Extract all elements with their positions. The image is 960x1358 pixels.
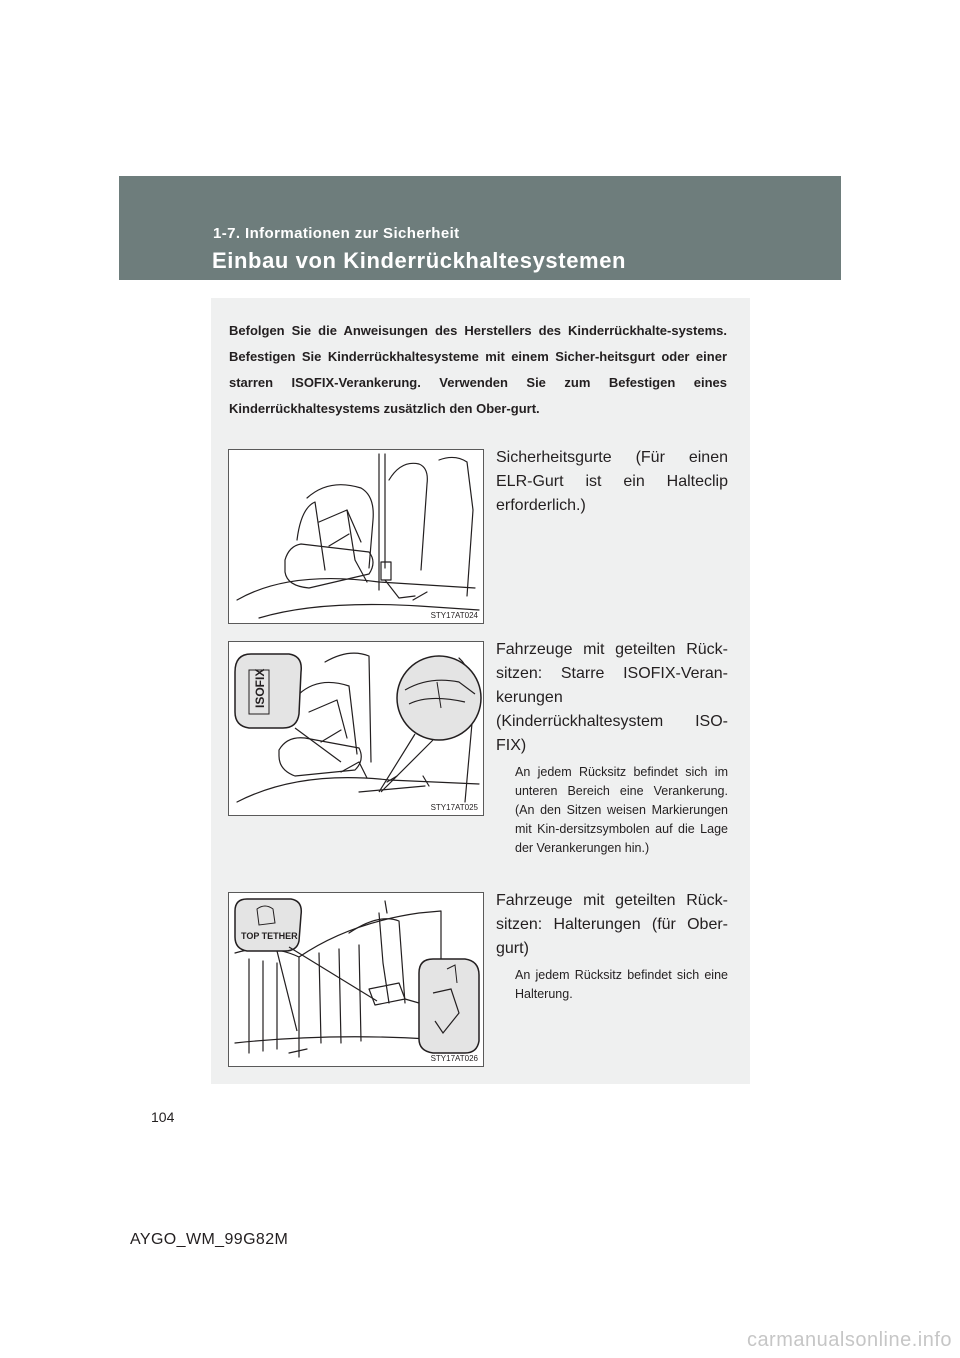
intro-paragraph: Befolgen Sie die Anweisungen des Herstellers des Kinderrückhalte-systems. Befestigen Sie Kinderrückhaltesysteme mit einem Sicher-heitsgurt oder einer starren ISOFIX-Verankerung. Verwenden Sie zum Befestigen eines Kinderrückhaltesystems zusätzlich den Ober-gurt.	[229, 323, 727, 416]
watermark: carmanualsonline.info	[746, 1329, 952, 1351]
section-label: 1-7. Informationen zur Sicherheit	[213, 225, 460, 242]
figure-code: STY17AT025	[430, 803, 478, 812]
top-tether-illustration	[229, 893, 483, 1066]
isofix-marking-label: ISOFIX	[253, 668, 267, 708]
top-tether-marking-label: TOP TETHER	[241, 931, 298, 941]
figure-isofix	[228, 641, 484, 816]
item-seatbelt-text: Sicherheitsgurte (Für einen ELR-Gurt ist ein Halteclip erforderlich.)	[496, 449, 728, 514]
figure-top-tether	[228, 892, 484, 1067]
document-code: AYGO_WM_99G82M	[130, 1231, 289, 1248]
figure-seatbelt-child-seat	[228, 449, 484, 624]
seatbelt-illustration	[229, 450, 483, 623]
page-title: Einbau von Kinderrückhaltesystemen	[212, 248, 627, 273]
figure-code: STY17AT026	[430, 1054, 478, 1063]
content-panel	[211, 298, 750, 1084]
figure-code: STY17AT024	[430, 611, 478, 620]
item-isofix-note: An jedem Rücksitz befindet sich im unteren Bereich eine Verankerung. (An den Sitzen weisen Markierungen mit Kin-dersitzsymbolen auf die Lage der Verankerungen hin.)	[515, 765, 728, 855]
item-top-tether-note: An jedem Rücksitz befindet sich eine Halterung.	[515, 968, 728, 1001]
item-isofix-text: Fahrzeuge mit geteilten Rück-sitzen: Starre ISOFIX-Veran-kerungen (Kinderrückhaltesystem ISO-FIX)	[496, 641, 728, 754]
section-header	[119, 176, 841, 280]
item-top-tether-text: Fahrzeuge mit geteilten Rück-sitzen: Halterungen (für Ober-gurt)	[496, 892, 728, 957]
page-number: 104	[151, 1109, 175, 1125]
isofix-illustration	[229, 642, 483, 815]
